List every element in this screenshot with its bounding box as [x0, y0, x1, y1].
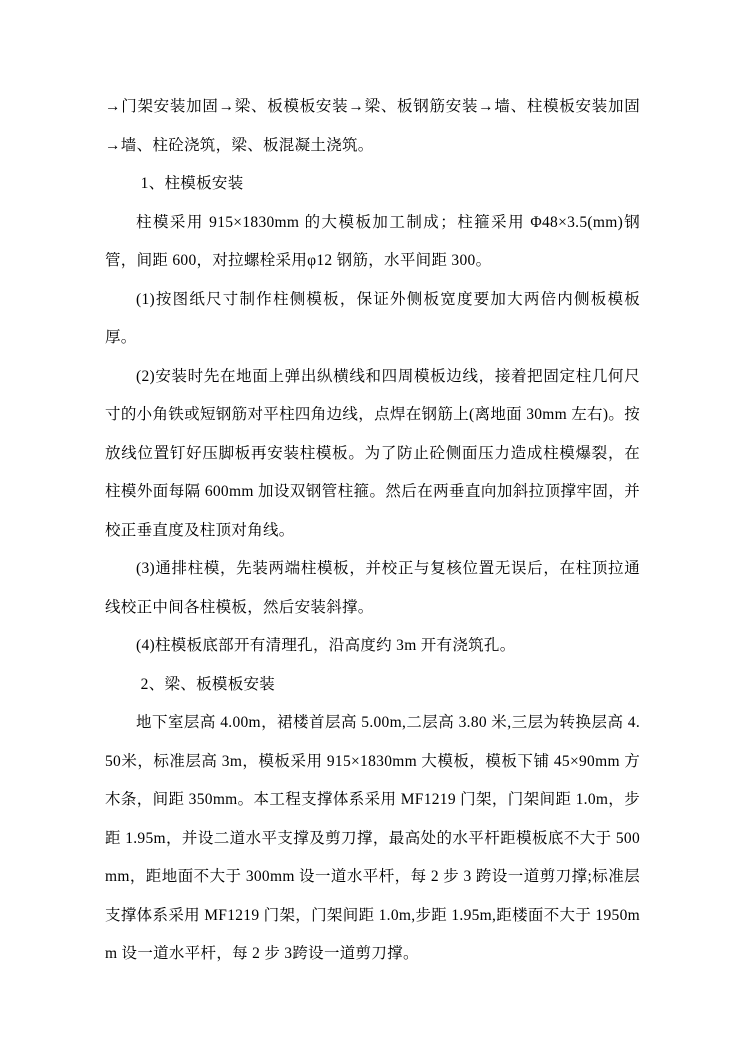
section-heading-column-formwork: 1、柱模板安装 — [140, 175, 244, 192]
paragraph-flow-continuation: →门架安装加固→梁、板模板安装→梁、板钢筋安装→墙、柱模板安装加固→墙、柱砼浇筑，梁、板混凝土浇筑。 — [105, 98, 640, 154]
paragraph-beam-slab-formwork-spec: 地下室层高 4.00m，裙楼首层高 5.00m,二层高 3.80 米,三层为转换层高 4.50米，标准层高 3m，模板采用 915×1830mm 大模板，模板下铺 45×90mm 方木条，间距 350mm。本工程支撑体系采用 MF1219 门架，门架间距 1.0m，步距 1.95m，并设二道水平支撑及剪刀撑，最高处的水平杆距模板底不大于 500mm，距地面不大于 300mm 设一道水平杆，每 2 步 3 跨设一道剪刀撑;标准层支撑体系采用 MF1219 门架，门架间距 1.0m,步距 1.95m,距楼面不大于 1950mm 设一道水平杆，每 2 步 3跨设一道剪刀撑。 — [105, 714, 640, 962]
section-heading-beam-slab-formwork: 2、梁、板模板安装 — [140, 675, 276, 693]
paragraph-step-3: (3)通排柱模，先装两端柱模板，并校正与复核位置无误后，在柱顶拉通线校正中间各柱模板，然后安装斜撑。 — [105, 560, 640, 616]
paragraph-step-4: (4)柱模板底部开有清理孔，沿高度约 3m 开有浇筑孔。 — [136, 637, 516, 654]
document-body — [105, 88, 640, 974]
paragraph-column-formwork-spec: 柱模采用 915×1830mm 的大模板加工制成；柱箍采用 Φ48×3.5(mm)钢管，间距 600，对拉螺栓采用φ12 钢筋，水平间距 300。 — [105, 213, 640, 269]
paragraph-step-2: (2)安装时先在地面上弹出纵横线和四周模板边线，接着把固定柱几何尺寸的小角铁或短钢筋对平柱四角边线，点焊在钢筋上(离地面 30mm 左右)。按放线位置钉好压脚板再安装柱模板。为了防止砼侧面压力造成柱模爆裂，在柱模外面每隔 600mm 加设双钢管柱箍。然后在两垂直向加斜拉顶撑牢固，并校正垂直度及柱顶对角线。 — [105, 367, 640, 539]
paragraph-step-1: (1)按图纸尺寸制作柱侧模板，保证外侧板宽度要加大两倍内侧板模板厚。 — [105, 290, 640, 346]
